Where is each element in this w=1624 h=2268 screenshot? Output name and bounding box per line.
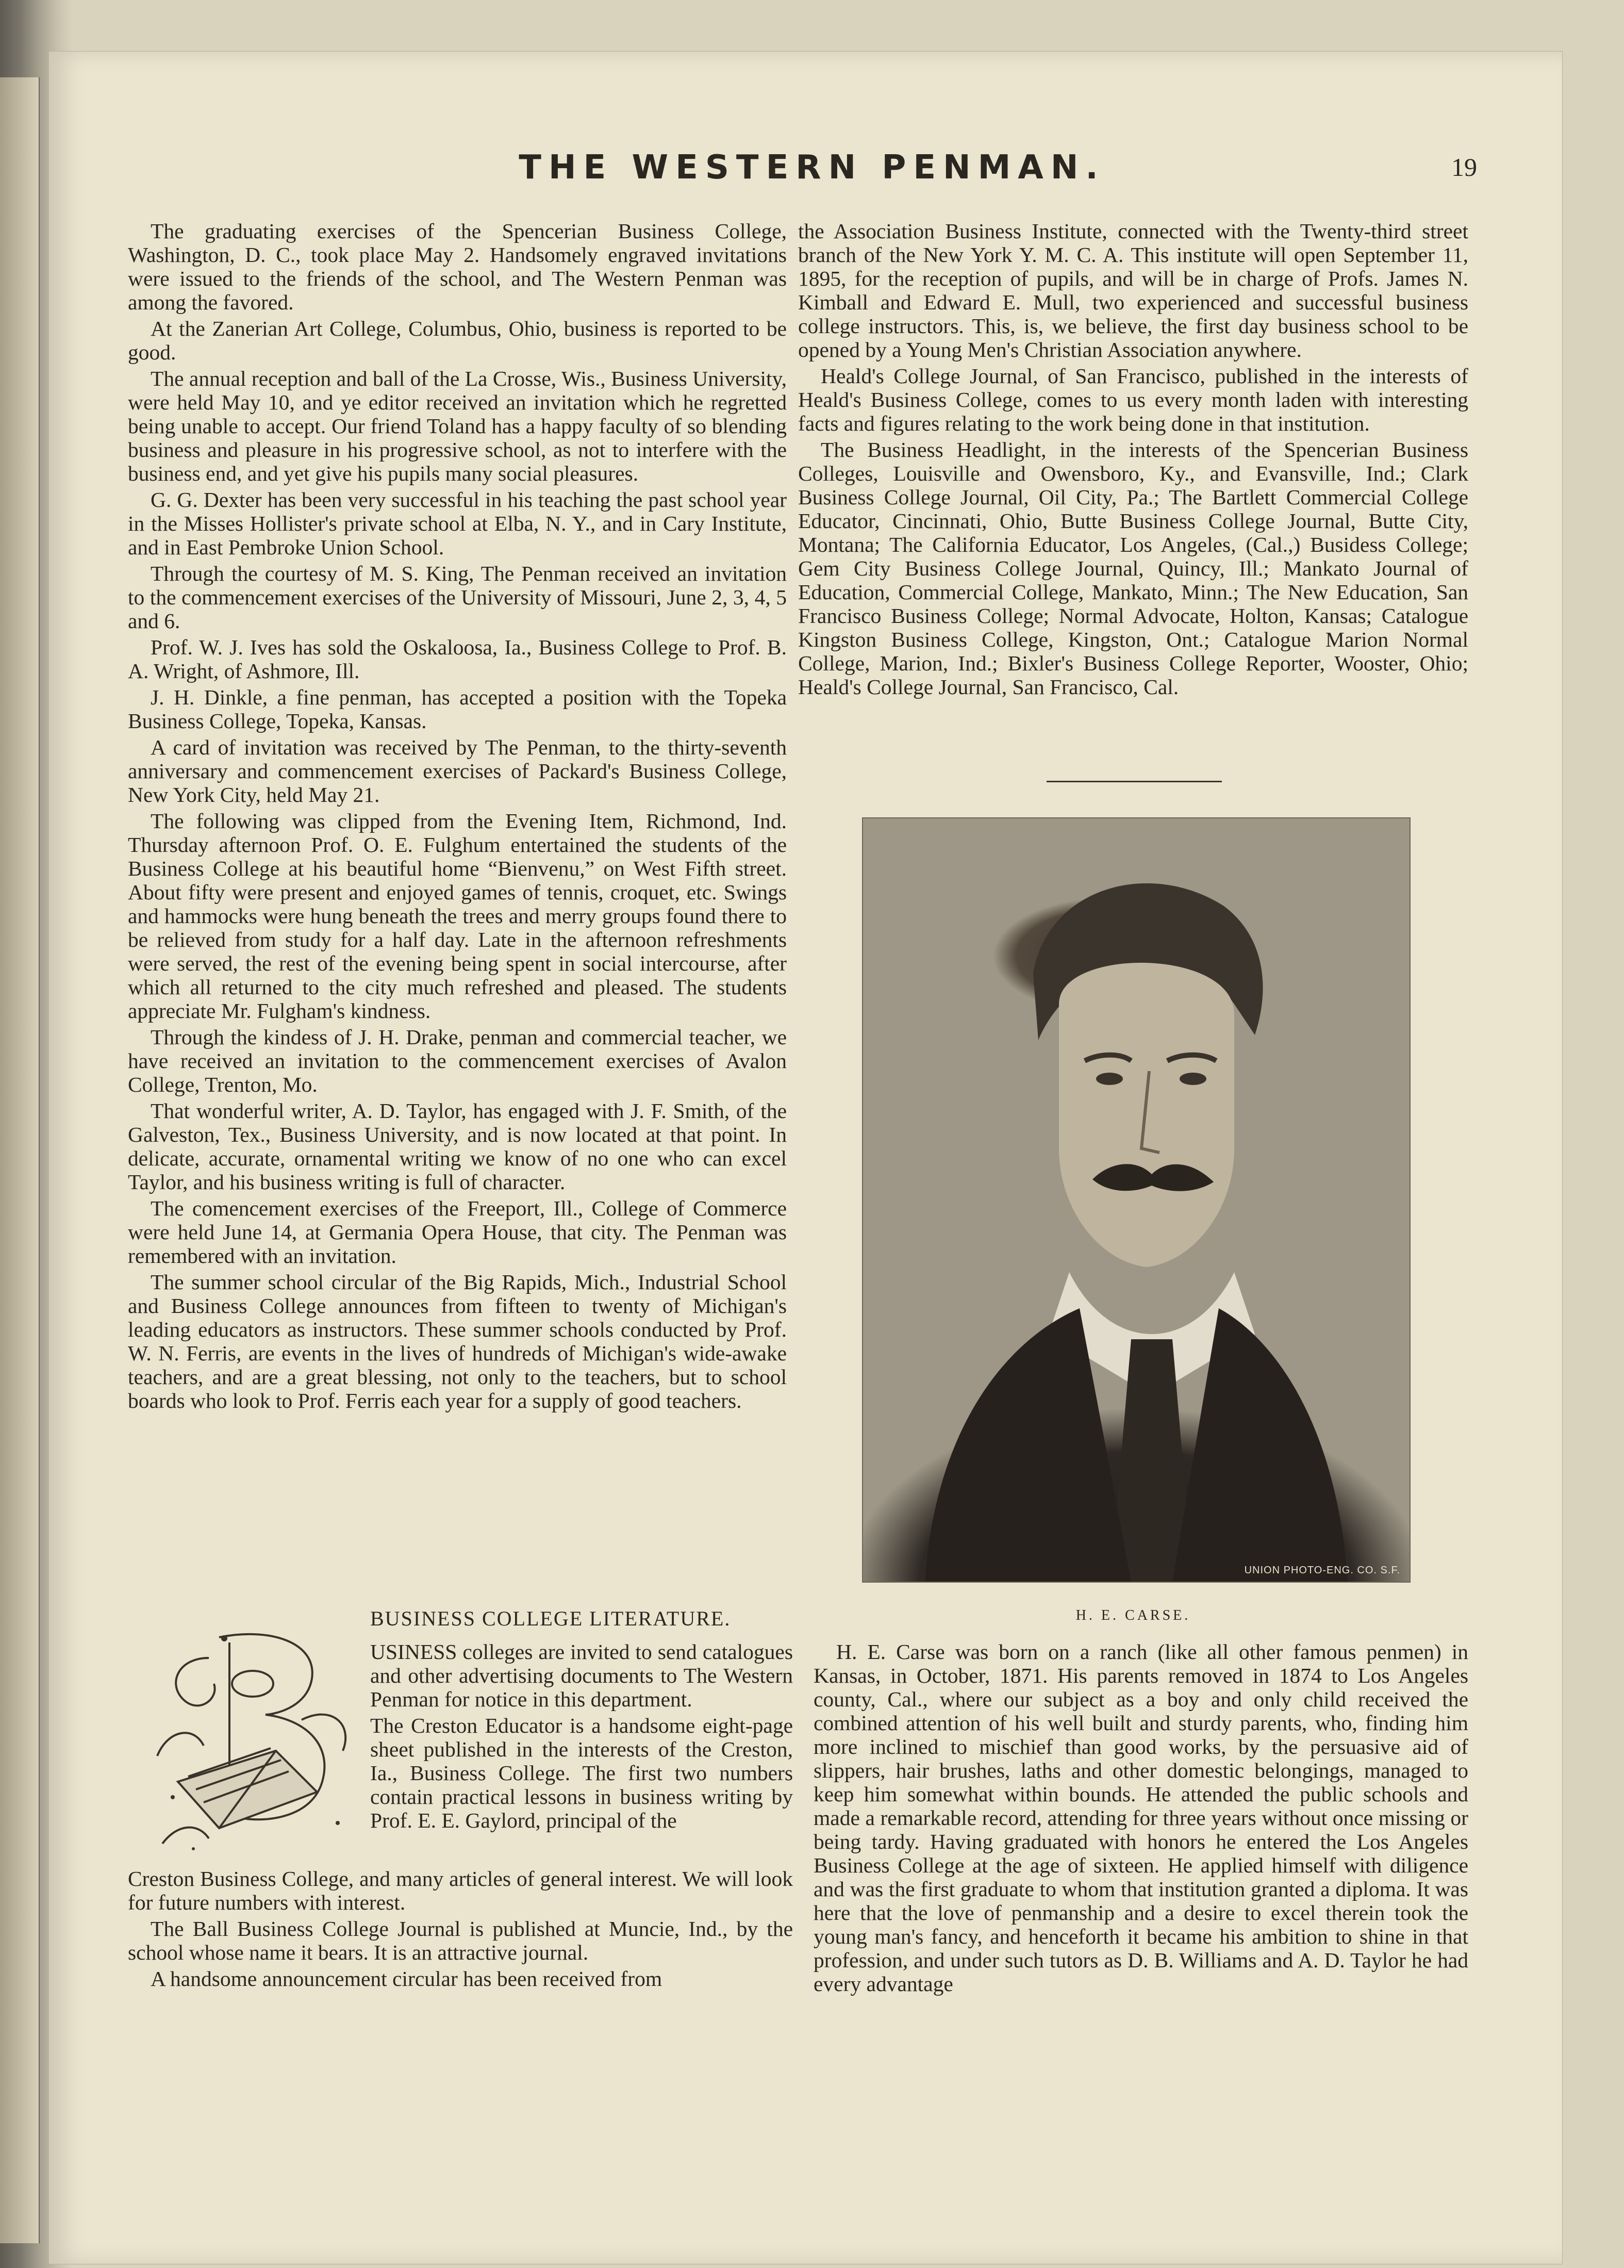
left-column bbox=[128, 219, 787, 1415]
masthead: THE WESTERN PENMAN. bbox=[519, 149, 1105, 187]
article-paragraph: The Creston Educator is a handsome eight-page sheet published in the interests of the Creston, Ia., Business College. The first two numbers contain practical lessons in business writing by Prof. E. E. Gaylord, principal of the bbox=[370, 1714, 793, 1832]
biography-column bbox=[814, 1640, 1468, 1998]
article-paragraph: At the Zanerian Art College, Columbus, Ohio, business is reported to be good. bbox=[128, 317, 787, 364]
section-title-literature: BUSINESS COLLEGE LITERATURE. bbox=[370, 1607, 731, 1630]
article-paragraph: That wonderful writer, A. D. Taylor, has engaged with J. F. Smith, of the Galveston, Tex., Business University, and is now located at that point. In delicate, accurate, ornamental writing we know of no one who can excel Taylor, and his business writing is full of character. bbox=[128, 1099, 787, 1194]
article-paragraph: USINESS colleges are invited to send catalogues and other advertising documents to The Western Penman for notice in this department. bbox=[370, 1640, 793, 1711]
article-paragraph: The following was clipped from the Evening Item, Richmond, Ind. Thursday afternoon Prof. O. E. Fulghum entertained the students of the Business College at his beautiful home “Bienvenu,” on West Fifth street. About fifty were present and enjoyed games of tennis, croquet, etc. Swings and hammocks were hung beneath the trees and merry groups found there to be relieved from study for a half day. Late in the afternoon refreshments were served, the rest of the evening being spent in social intercourse, after which all returned to the city much refreshed and pleased. The students appreciate Mr. Fulgham's kindness. bbox=[128, 809, 787, 1023]
engraver-mark: UNION PHOTO-ENG. CO. S.F. bbox=[1244, 1565, 1400, 1576]
portrait-caption: H. E. CARSE. bbox=[1075, 1607, 1191, 1623]
ornamental-initial-b-icon bbox=[147, 1627, 363, 1859]
article-paragraph: Through the kindess of J. H. Drake, penman and commercial teacher, we have received an invitation to the commencement exercises of Avalon College, Trenton, Mo. bbox=[128, 1025, 787, 1096]
section-divider bbox=[1047, 781, 1222, 782]
article-paragraph: The annual reception and ball of the La Crosse, Wis., Business University, were held May 10, and ye editor received an invitation which he regretted being unable to accept. Our friend Toland has a happy faculty of so blending business and pleasure in his progressive school, as not to interfere with the business end, and yet give his pupils many social pleasures. bbox=[128, 367, 787, 485]
article-paragraph: Prof. W. J. Ives has sold the Oskaloosa, Ia., Business College to Prof. B. A. Wright, of Ashmore, Ill. bbox=[128, 635, 787, 683]
article-paragraph: A card of invitation was received by The Penman, to the thirty-seventh anniversary and commencement exercises of Packard's Business College, New York City, held May 21. bbox=[128, 735, 787, 807]
article-paragraph: The Ball Business College Journal is published at Muncie, Ind., by the school whose name it bears. It is an attractive journal. bbox=[128, 1917, 793, 1964]
portrait-photo bbox=[862, 817, 1411, 1583]
page-number: 19 bbox=[1451, 153, 1477, 182]
article-paragraph: the Association Business Institute, connected with the Twenty-third street branch of the New York Y. M. C. A. This institute will open September 11, 1895, for the reception of pupils, and will be in charge of Profs. James N. Kimball and Edward E. Mull, two experienced and successful business college instructors. This, is, we believe, the first day business school to be opened by a Young Men's Christian Association anywhere. bbox=[798, 219, 1468, 361]
article-paragraph: Creston Business College, and many articles of general interest. We will look for future numbers with interest. bbox=[128, 1867, 793, 1914]
article-paragraph: G. G. Dexter has been very successful in his teaching the past school year in the Misses Hollister's private school at Elba, N. Y., and in Cary Institute, and in East Pembroke Union School. bbox=[128, 488, 787, 559]
article-paragraph: The graduating exercises of the Spencerian Business College, Washington, D. C., took place May 2. Handsomely engraved invitations were issued to the friends of the school, and The Western Penman was among the favored. bbox=[128, 219, 787, 314]
literature-intro bbox=[370, 1640, 793, 1835]
article-paragraph: Through the courtesy of M. S. King, The Penman received an invitation to the commencement exercises of the University of Missouri, June 2, 3, 4, 5 and 6. bbox=[128, 562, 787, 633]
article-paragraph: H. E. Carse was born on a ranch (like all other famous penmen) in Kansas, in October, 1871. His parents removed in 1874 to Los Angeles county, Cal., where our subject as a boy and only child received the combined attention of his well built and sturdy parents, who, finding him more inclined to mischief than good works, by the persuasive aid of slippers, hair brushes, laths and other domestic belongings, managed to keep him somewhat within bounds. He attended the public schools and made a remarkable record, attending for three years without once missing or being tardy. Having graduated with honors he entered the Los Angeles Business College at the age of sixteen. He applied himself with diligence and was the first graduate to whom that institution granted a diploma. It was here that the love of penmanship and a desire to excel therein took the young man's fancy, and henceforth it became his ambition to shine in that profession, and under such tutors as D. B. Williams and A. D. Taylor he had every advantage bbox=[814, 1640, 1468, 1996]
article-paragraph: The summer school circular of the Big Rapids, Mich., Industrial School and Business College announces from fifteen to twenty of Michigan's leading educators as instructors. These summer schools conducted by Prof. W. N. Ferris, are events in the lives of hundreds of Michigan's wide-awake teachers, and are a great blessing, not only to the teachers, but to school boards who look to Prof. Ferris each year for a supply of good teachers. bbox=[128, 1270, 787, 1412]
article-paragraph: A handsome announcement circular has been received from bbox=[151, 1967, 662, 1991]
article-paragraph: Heald's College Journal, of San Francisco, published in the interests of Heald's Business College, comes to us every month laden with interesting facts and figures relating to the work being done in that institution. bbox=[798, 364, 1468, 435]
article-paragraph: The comencement exercises of the Freeport, Ill., College of Commerce were held June 14, at Germania Opera House, that city. The Penman was remembered with an invitation. bbox=[128, 1196, 787, 1268]
right-column bbox=[798, 219, 1468, 701]
article-paragraph: J. H. Dinkle, a fine penman, has accepted a position with the Topeka Business College, Topeka, Kansas. bbox=[128, 685, 787, 733]
article-paragraph: The Business Headlight, in the interests of the Spencerian Business Colleges, Louisville and Owensboro, Ky., and Evansville, Ind.; Clark Business College Journal, Oil City, Pa.; The Bartlett Commercial College Educator, Cincinnati, Ohio, Butte Business College Journal, Butte City, Montana; The California Educator, Los Angeles, (Cal.,) Busidess College; Gem City Business College Journal, Quincy, Ill.; Mankato Journal of Education, Commercial College, Mankato, Minn.; The New Education, San Francisco Business College; Normal Advocate, Holton, Kansas; Catalogue Kingston Business College, Kingston, Ont.; Catalogue Marion Normal College, Marion, Ind.; Bixler's Business College Reporter, Wooster, Ohio; Heald's College Journal, San Francisco, Cal. bbox=[798, 438, 1468, 699]
literature-continuation bbox=[128, 1867, 793, 1993]
facing-page-edge bbox=[0, 77, 40, 2243]
